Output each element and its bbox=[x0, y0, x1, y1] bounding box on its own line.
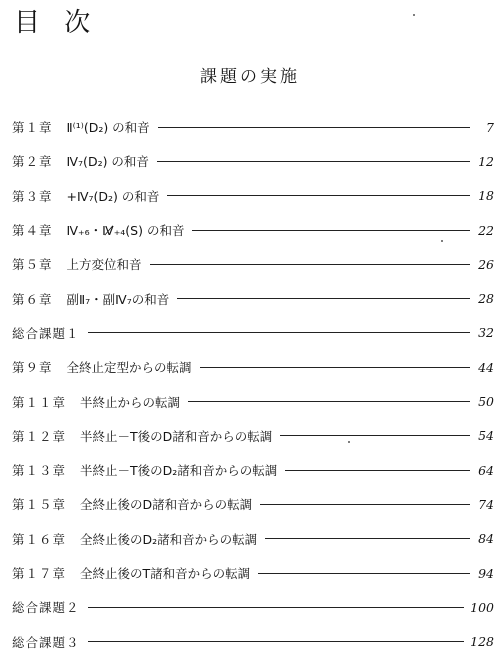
page-title: 目 次 bbox=[14, 8, 99, 38]
toc-entry[interactable] bbox=[12, 213, 494, 247]
scan-speck bbox=[413, 14, 415, 16]
toc-entry[interactable] bbox=[12, 487, 494, 521]
chapter-label: 総合課題１ bbox=[12, 325, 80, 341]
chapter-label: 第１６章 bbox=[12, 531, 67, 547]
chapter-label: 第１５章 bbox=[12, 497, 67, 513]
chapter-label: 第２章 bbox=[12, 154, 53, 170]
page-number: 7 bbox=[486, 119, 494, 135]
leader-line bbox=[88, 332, 470, 333]
scan-speck bbox=[348, 441, 350, 443]
leader-line bbox=[258, 573, 470, 574]
toc-entry[interactable] bbox=[12, 624, 494, 658]
chapter-label: 第１２章 bbox=[12, 428, 67, 444]
toc-entry[interactable] bbox=[12, 590, 494, 624]
chapter-title: +Ⅳ₇(D₂) の和音 bbox=[66, 188, 160, 204]
leader-line bbox=[157, 161, 470, 162]
chapter-title: Ⅳ₇(D₂) の和音 bbox=[66, 154, 149, 170]
page-number: 54 bbox=[478, 428, 494, 444]
page-number: 12 bbox=[478, 153, 494, 169]
toc-entry[interactable] bbox=[12, 556, 494, 590]
leader-line bbox=[88, 607, 465, 608]
chapter-title: 半終止からの転調 bbox=[80, 394, 181, 410]
leader-line bbox=[177, 298, 470, 299]
leader-line bbox=[265, 538, 470, 539]
chapter-label: 第１１章 bbox=[12, 394, 67, 410]
leader-line bbox=[200, 367, 470, 368]
toc-entry[interactable] bbox=[12, 316, 494, 350]
chapter-title: 全終止定型からの転調 bbox=[66, 360, 192, 376]
leader-line bbox=[167, 195, 470, 196]
page-number: 22 bbox=[478, 222, 494, 238]
chapter-label: 第１７章 bbox=[12, 566, 67, 581]
page-number: 84 bbox=[478, 531, 494, 547]
leader-line bbox=[280, 435, 470, 436]
chapter-label: 第６章 bbox=[12, 291, 53, 307]
page-number: 18 bbox=[478, 188, 494, 204]
leader-line bbox=[88, 641, 465, 642]
page-number: 100 bbox=[470, 599, 494, 615]
chapter-label: 第１３章 bbox=[12, 463, 67, 479]
scan-speck bbox=[441, 240, 443, 242]
chapter-label: 総合課題２ bbox=[12, 600, 80, 616]
leader-line bbox=[150, 264, 470, 265]
chapter-label: 第３章 bbox=[12, 188, 53, 204]
page-number: 74 bbox=[478, 496, 494, 512]
page-number: 64 bbox=[478, 462, 494, 478]
leader-line bbox=[192, 230, 470, 231]
chapter-label: 総合課題３ bbox=[12, 634, 80, 650]
chapter-title: 上方変位和音 bbox=[66, 257, 142, 273]
toc-entry[interactable] bbox=[12, 247, 494, 281]
section-heading: 課題の実施 bbox=[200, 67, 300, 87]
chapter-title: 全終止後のT諸和音からの転調 bbox=[80, 566, 251, 581]
chapter-title: 半終止－T後のD諸和音からの転調 bbox=[80, 428, 273, 444]
toc-entry[interactable] bbox=[12, 453, 494, 487]
chapter-label: 第１章 bbox=[12, 120, 53, 136]
chapter-label: 第９章 bbox=[12, 360, 53, 376]
toc-entry[interactable] bbox=[12, 350, 494, 384]
toc-entry[interactable] bbox=[12, 384, 494, 418]
chapter-label: 第４章 bbox=[12, 223, 53, 239]
chapter-title: 全終止後のD諸和音からの転調 bbox=[80, 497, 253, 513]
chapter-title: 副Ⅱ₇・副Ⅳ₇の和音 bbox=[66, 291, 170, 307]
leader-line bbox=[158, 127, 470, 128]
leader-line bbox=[285, 470, 470, 471]
page-number: 26 bbox=[478, 256, 494, 272]
page-number: 28 bbox=[478, 291, 494, 307]
chapter-title: Ⅱ⁽¹⁾(D₂) の和音 bbox=[66, 120, 150, 136]
page-number: 32 bbox=[478, 325, 494, 341]
page-number: 94 bbox=[478, 565, 494, 581]
chapter-title: 半終止－T後のD₂諸和音からの転調 bbox=[80, 463, 278, 479]
chapter-label: 第５章 bbox=[12, 257, 53, 273]
toc-entry[interactable] bbox=[12, 281, 494, 315]
toc-entry[interactable] bbox=[12, 144, 494, 178]
toc-entry[interactable] bbox=[12, 522, 494, 556]
toc-entry[interactable] bbox=[12, 419, 494, 453]
table-of-contents bbox=[12, 110, 494, 659]
toc-entry[interactable] bbox=[12, 110, 494, 144]
page-number: 50 bbox=[478, 394, 494, 410]
page-number: 128 bbox=[470, 634, 494, 650]
chapter-title: 全終止後のD₂諸和音からの転調 bbox=[80, 531, 258, 547]
leader-line bbox=[260, 504, 470, 505]
chapter-title: Ⅳ₊₆・Ⅳ̸₊₄(S) の和音 bbox=[66, 223, 185, 239]
toc-entry[interactable] bbox=[12, 179, 494, 213]
page-number: 44 bbox=[478, 359, 494, 375]
leader-line bbox=[188, 401, 470, 402]
